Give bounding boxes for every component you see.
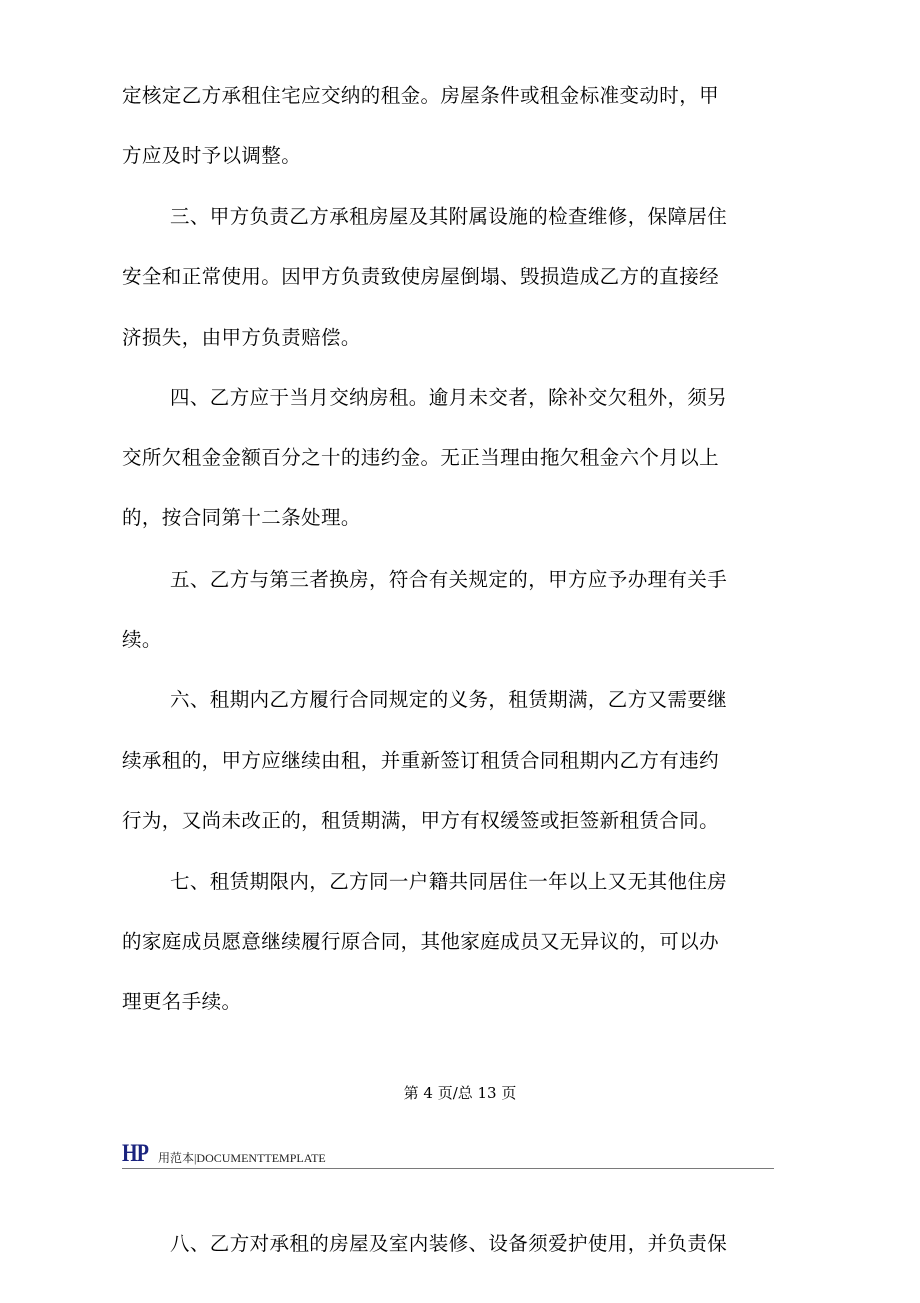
paragraph-line: 三、甲方负责乙方承租房屋及其附属设施的检查维修，保障居住 bbox=[170, 205, 728, 228]
paragraph-line: 济损失，由甲方负责赔偿。 bbox=[122, 326, 361, 349]
paragraph-line: 定核定乙方承租住宅应交纳的租金。房屋条件或租金标准变动时，甲 bbox=[122, 84, 720, 107]
paragraph-line: 七、租赁期限内，乙方同一户籍共同居住一年以上又无其他住房 bbox=[170, 870, 728, 893]
paragraph-line: 五、乙方与第三者换房，符合有关规定的，甲方应予办理有关手 bbox=[170, 568, 728, 591]
paragraph-line: 理更名手续。 bbox=[122, 990, 242, 1013]
paragraph-line: 六、租期内乙方履行合同规定的义务，租赁期满，乙方又需要继 bbox=[170, 688, 728, 711]
paragraph-line: 交所欠租金金额百分之十的违约金。无正当理由拖欠租金六个月以上 bbox=[122, 446, 720, 469]
paragraph-line: 四、乙方应于当月交纳房租。逾月未交者，除补交欠租外，须另 bbox=[170, 386, 728, 409]
page-header bbox=[122, 1140, 774, 1169]
paragraph-line: 续。 bbox=[122, 628, 162, 651]
paragraph-line: 续承租的，甲方应继续由租，并重新签订租赁合同租期内乙方有违约 bbox=[122, 749, 720, 772]
header-tagline: 用范本|DOCUMENTTEMPLATE bbox=[158, 1151, 326, 1165]
logo: HP bbox=[122, 1140, 149, 1167]
paragraph-line: 八、乙方对承租的房屋及室内装修、设备须爱护使用，并负责保 bbox=[170, 1232, 728, 1255]
page-number: 第 4 页/总 13 页 bbox=[403, 1084, 517, 1102]
paragraph-line: 的家庭成员愿意继续履行原合同，其他家庭成员又无异议的，可以办 bbox=[122, 930, 720, 953]
paragraph-line: 行为，又尚未改正的，租赁期满，甲方有权缓签或拒签新租赁合同。 bbox=[122, 809, 720, 832]
paragraph-line: 安全和正常使用。因甲方负责致使房屋倒塌、毁损造成乙方的直接经 bbox=[122, 265, 720, 288]
paragraph-line: 方应及时予以调整。 bbox=[122, 144, 302, 167]
paragraph-line: 的，按合同第十二条处理。 bbox=[122, 506, 361, 529]
